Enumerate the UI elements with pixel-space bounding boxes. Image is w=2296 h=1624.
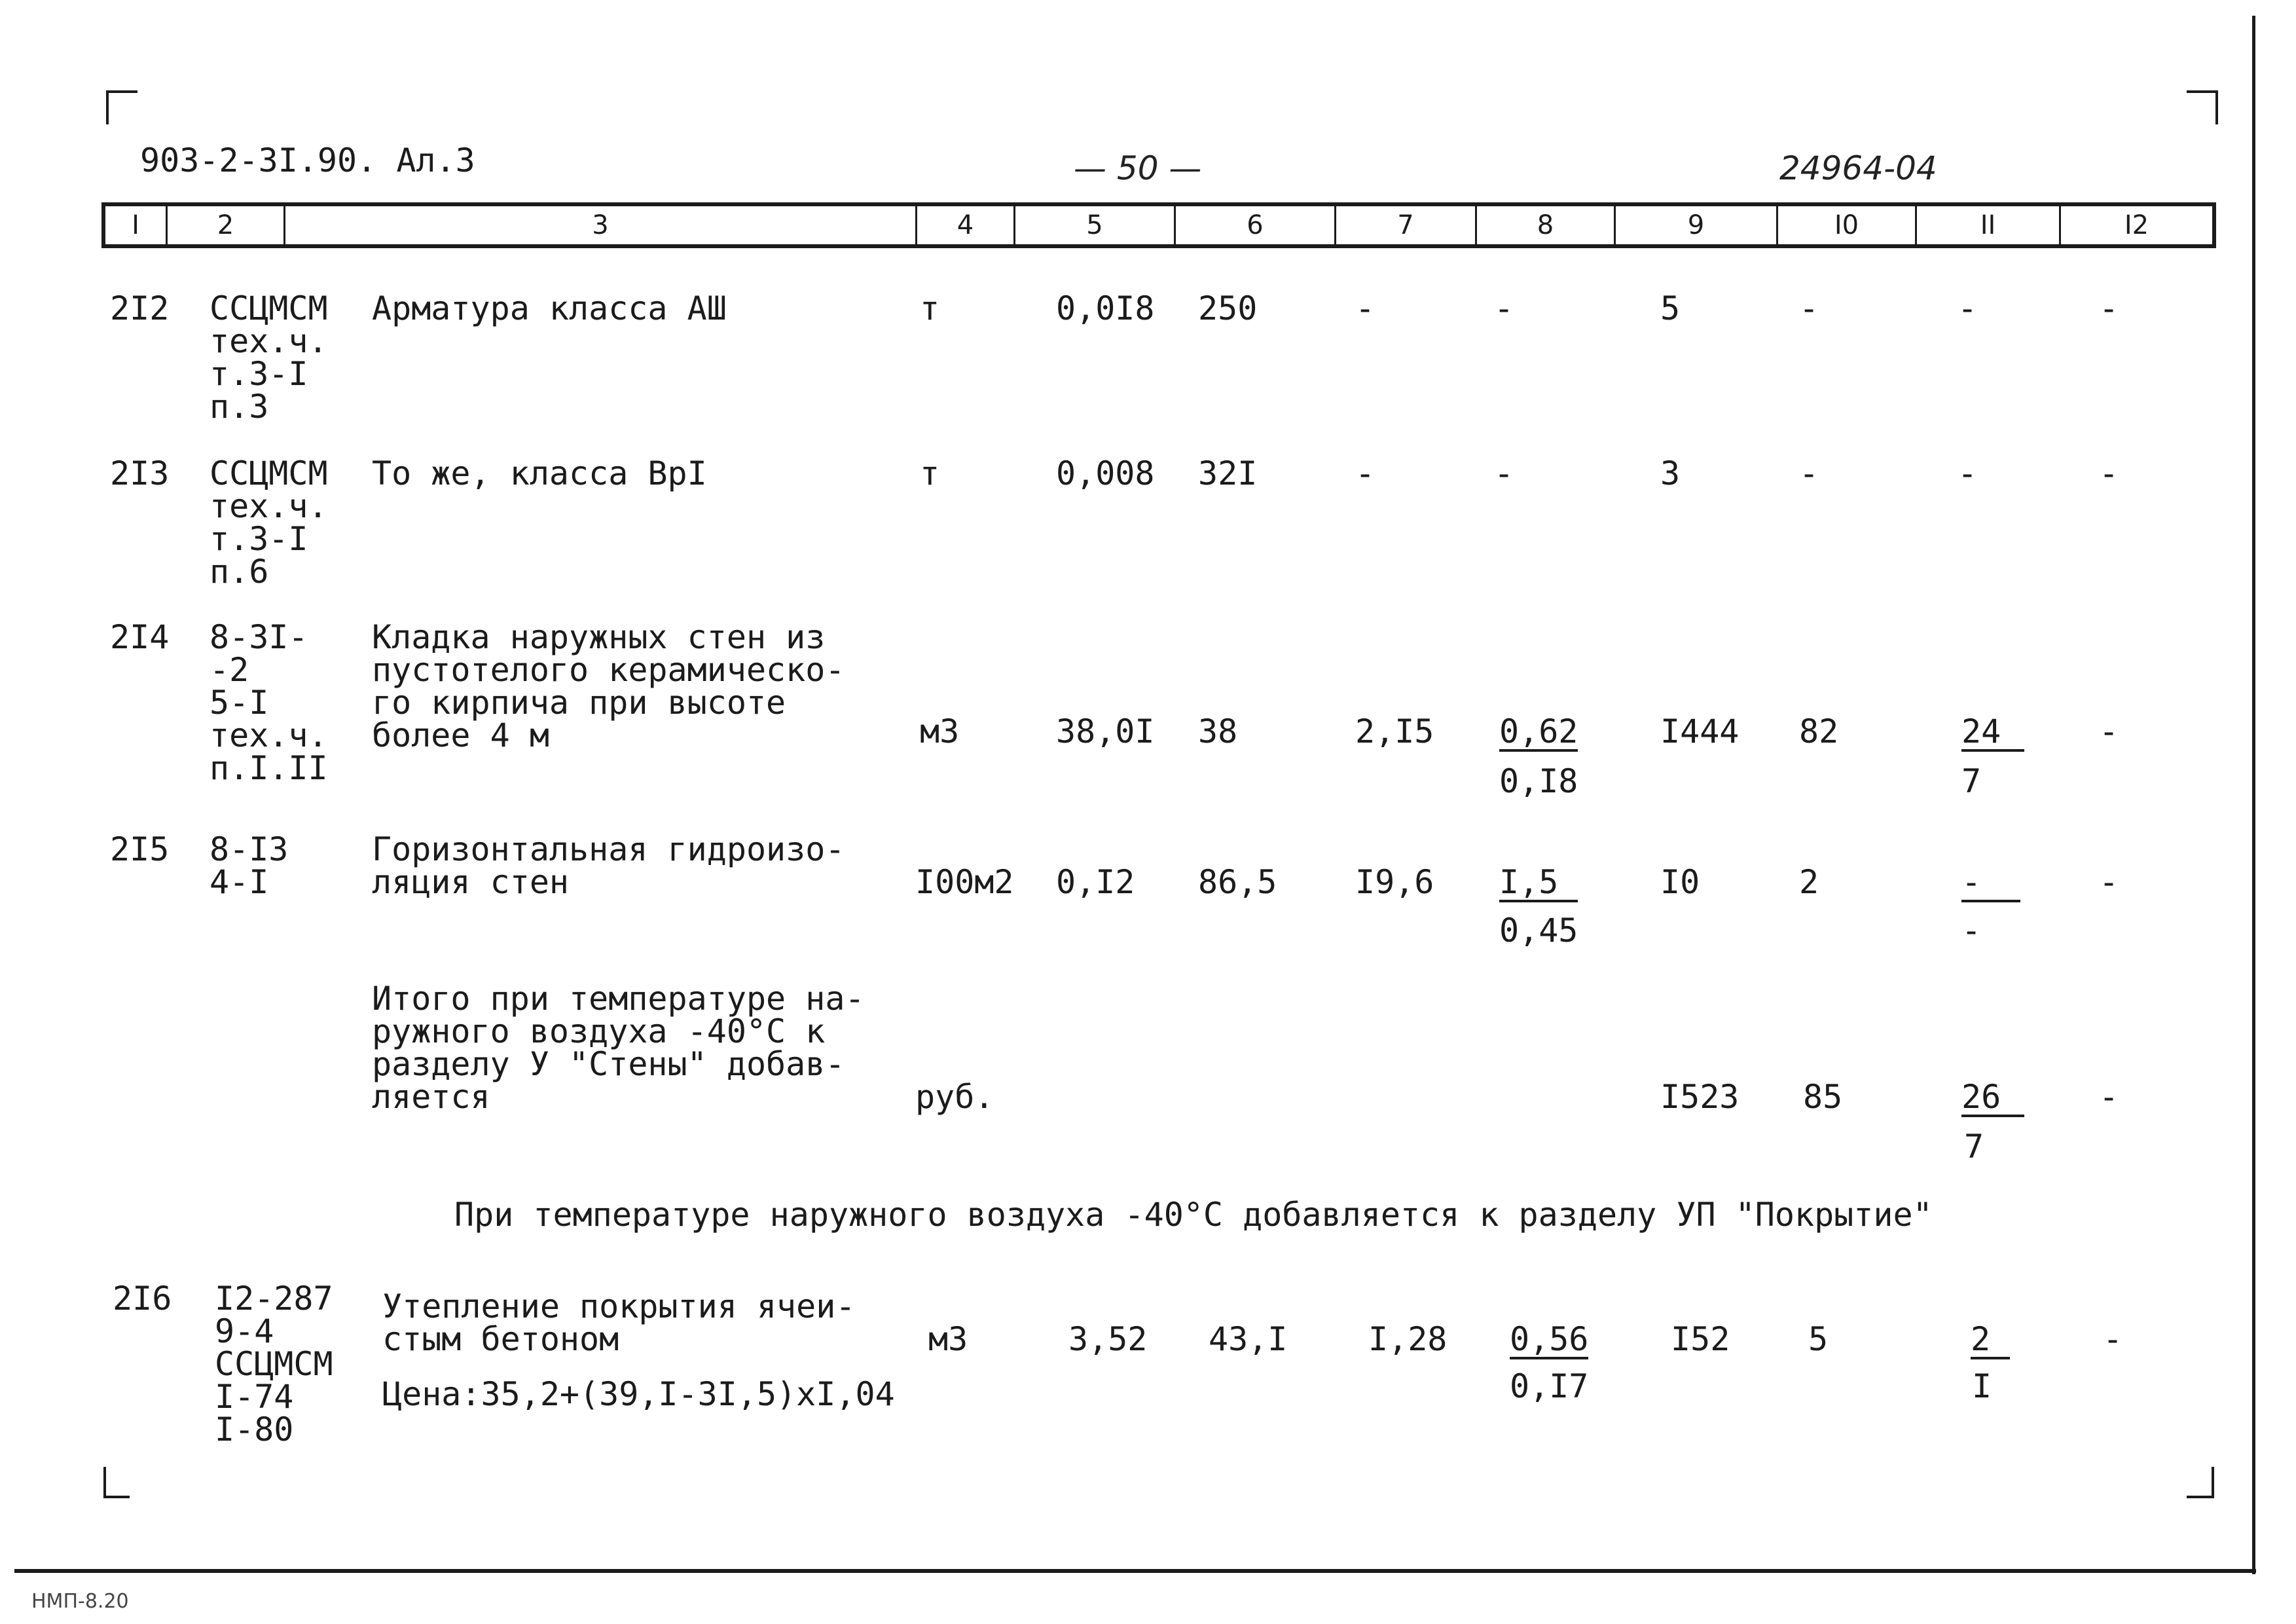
row-code: 8-3I- -2 5-I тех.ч. п.I.II (210, 618, 328, 787)
row-unit: т (920, 289, 940, 327)
row-col10: - (1799, 454, 1819, 492)
row-number: 2I3 (110, 454, 170, 492)
row-col11-numerator (1961, 863, 2020, 902)
row-number: 2I5 (110, 830, 170, 868)
document-code: 903-2-3I.90. Ал.3 (140, 141, 475, 179)
row-price: 86,5 (1198, 863, 1277, 901)
row-col11-denominator: 7 (1961, 762, 1982, 800)
row-col9: 3 (1660, 454, 1681, 492)
footer-stamp: НМП-8.20 (31, 1590, 129, 1613)
row-price: 43,I (1209, 1320, 1288, 1358)
row-formula: Цена:35,2+(39,I-3I,5)xI,04 (382, 1375, 895, 1413)
row-col8-numerator-text: I,5 (1499, 866, 1578, 902)
total-text: Итого при температуре на- ружного воздуха -40°С к разделу У "Стены" добав- ляется (372, 980, 865, 1116)
column-header-row (101, 202, 2216, 248)
row-col11-numerator-text: 24 (1961, 715, 2024, 752)
row-name: То же, класса ВрI (372, 454, 707, 492)
sheet-edge-right (2252, 16, 2255, 1574)
row-col11: - (1958, 454, 1978, 492)
row-col9: 5 (1660, 289, 1681, 327)
row-col10: 2 (1799, 863, 1819, 901)
column-header: II (1917, 206, 2061, 244)
total-col11-numerator-text: 26 (1961, 1080, 2024, 1117)
row-qty: 0,008 (1056, 454, 1155, 492)
row-col11: - (1958, 289, 1978, 327)
row-name: Арматура класса АШ (372, 289, 727, 327)
column-header: 7 (1336, 206, 1477, 244)
total-unit: руб. (915, 1078, 994, 1116)
row-qty: 0,I2 (1056, 863, 1135, 901)
row-number: 2I2 (110, 289, 170, 327)
row-col8: - (1494, 289, 1514, 327)
total-col11-numerator (1961, 1080, 2024, 1117)
row-col12: - (2099, 863, 2119, 901)
row-col7: - (1355, 289, 1376, 327)
column-header: I (105, 206, 168, 244)
row-col10: 5 (1808, 1320, 1829, 1358)
corner-mark-bottom-right (2187, 1467, 2214, 1498)
row-col8-numerator-text: 0,62 (1499, 712, 1578, 750)
row-col11-numerator (1971, 1320, 2010, 1359)
row-qty: 38,0I (1056, 712, 1155, 750)
column-header: 4 (917, 206, 1015, 244)
row-col11-numerator-text: 2 (1971, 1323, 2010, 1359)
column-header: 2 (168, 206, 285, 244)
row-col7: I9,6 (1355, 863, 1434, 901)
row-col12: - (2099, 289, 2119, 327)
total-col9: I523 (1660, 1078, 1740, 1116)
row-code: ССЦМСМ тех.ч. т.3-I п.3 (210, 289, 328, 426)
row-col8: - (1494, 454, 1514, 492)
row-name: Горизонтальная гидроизо- ляция стен (372, 830, 845, 901)
row-col11-denominator: I (1972, 1367, 1992, 1405)
row-col9: I52 (1671, 1320, 1730, 1358)
row-col12: - (2099, 454, 2119, 492)
column-header: 8 (1477, 206, 1616, 244)
corner-mark-top-right (2187, 90, 2218, 124)
sheet-code: 24964-04 (1779, 149, 1937, 187)
row-col10: - (1799, 289, 1819, 327)
column-header: 6 (1176, 206, 1336, 244)
row-number: 2I6 (113, 1280, 172, 1318)
corner-mark-bottom-left (103, 1467, 130, 1498)
column-header: 5 (1015, 206, 1176, 244)
row-unit: м3 (920, 712, 960, 750)
row-col8-numerator (1499, 863, 1578, 902)
row-col7: I,28 (1368, 1320, 1448, 1358)
row-col8-denominator: 0,45 (1499, 912, 1578, 950)
row-qty: 0,0I8 (1056, 289, 1155, 327)
row-code: ССЦМСМ тех.ч. т.3-I п.6 (210, 454, 328, 591)
row-price: 32I (1198, 454, 1258, 492)
total-col11-denominator: 7 (1964, 1128, 1984, 1166)
row-unit: т (920, 454, 940, 492)
row-code: 8-I3 4-I (210, 830, 289, 901)
row-col11-numerator-text: - (1961, 866, 2020, 902)
row-unit: I00м2 (915, 863, 1014, 901)
row-unit: м3 (928, 1320, 968, 1358)
row-price: 250 (1198, 289, 1258, 327)
total-col10: 85 (1803, 1078, 1843, 1116)
page-number: — 50 — (1074, 149, 1202, 187)
row-price: 38 (1198, 712, 1238, 750)
row-col12: - (2103, 1320, 2123, 1358)
row-col10: 82 (1799, 712, 1839, 750)
row-number: 2I4 (110, 618, 170, 656)
row-col12: - (2099, 712, 2119, 750)
row-code: I2-287 9-4 ССЦМСМ I-74 I-80 (215, 1280, 333, 1449)
row-col8-numerator (1510, 1320, 1589, 1359)
row-col8-numerator (1499, 712, 1578, 752)
row-col8-numerator-text: 0,56 (1510, 1320, 1589, 1358)
row-col8-denominator: 0,I8 (1499, 762, 1578, 800)
row-col9: I444 (1660, 712, 1740, 750)
column-header: I0 (1778, 206, 1917, 244)
column-header: 9 (1616, 206, 1778, 244)
row-col7: - (1355, 454, 1376, 492)
column-header: I2 (2124, 210, 2149, 240)
row-col7: 2,I5 (1355, 712, 1434, 750)
column-header: 3 (285, 206, 917, 244)
section-heading: При температуре наружного воздуха -40°С добавляется к разделу УП "Покрытие" (454, 1196, 1933, 1234)
row-col9: I0 (1660, 863, 1700, 901)
row-name: Утепление покрытия ячеи- стым бетоном (382, 1287, 856, 1358)
total-col12: - (2099, 1078, 2119, 1116)
row-col11-numerator (1961, 712, 2024, 752)
row-qty: 3,52 (1068, 1320, 1148, 1358)
corner-mark-top-left (106, 90, 137, 124)
sheet-edge-bottom (14, 1569, 2256, 1573)
row-col11-denominator: - (1961, 912, 1982, 950)
row-name: Кладка наружных стен из пустотелого керамическо- го кирпича при высоте более 4 м (372, 618, 845, 754)
row-col8-denominator: 0,I7 (1510, 1367, 1589, 1405)
